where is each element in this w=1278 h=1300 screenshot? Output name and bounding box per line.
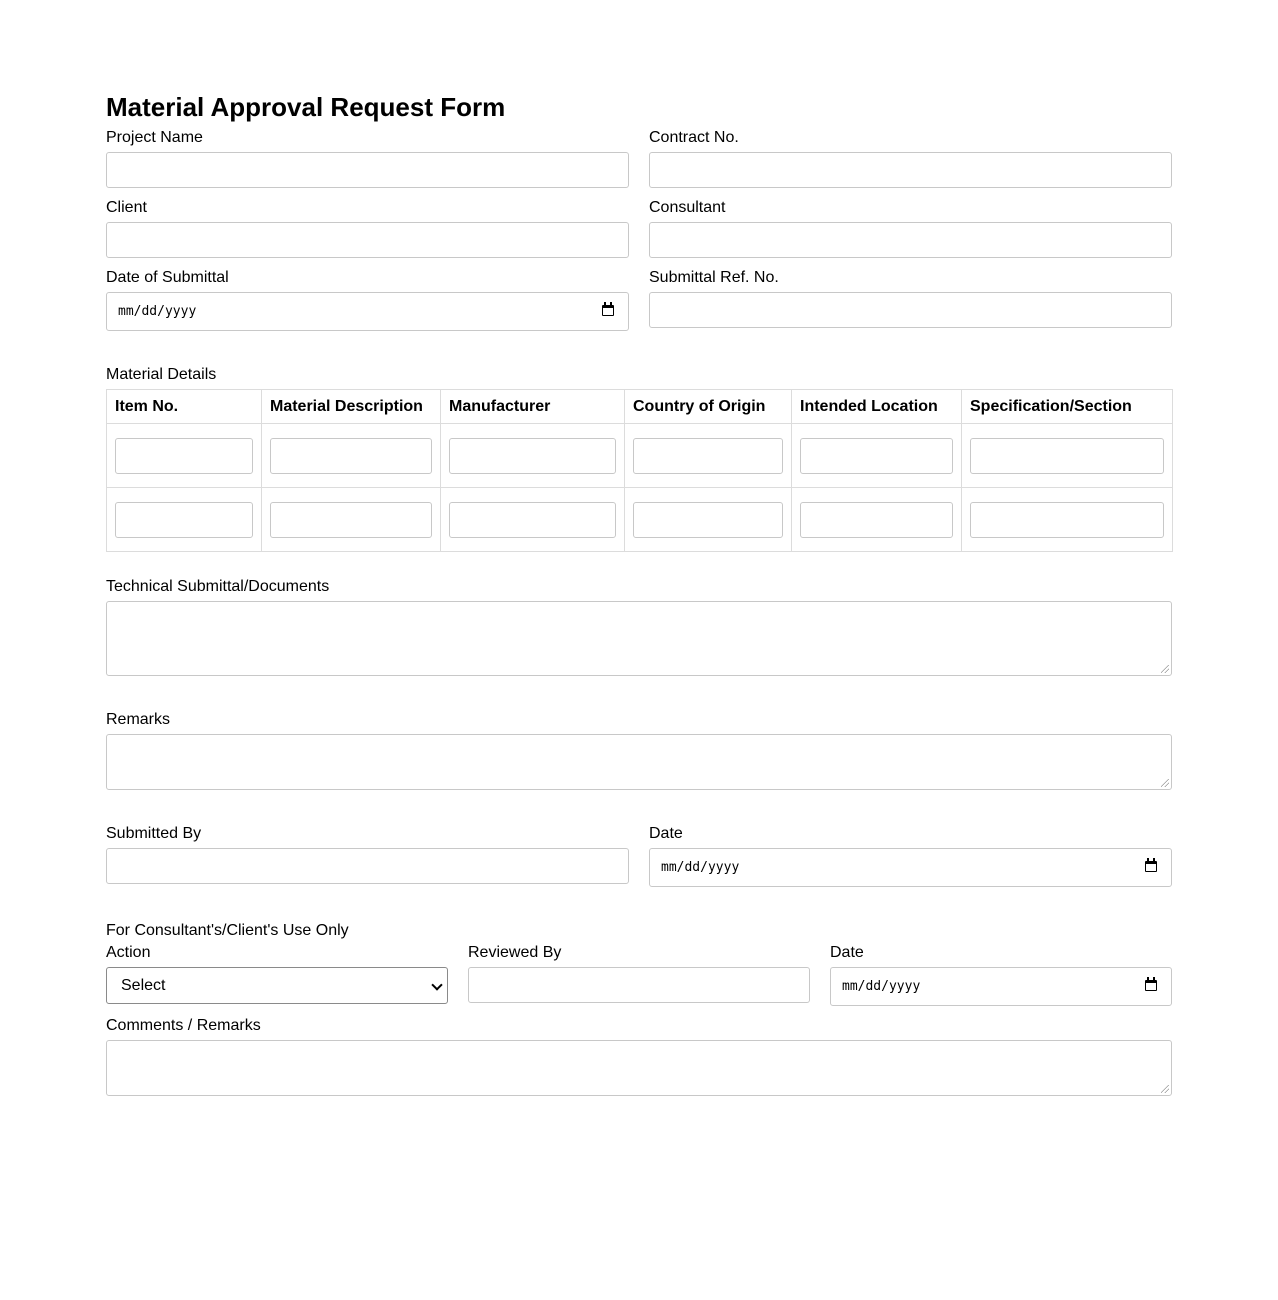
table-cell bbox=[262, 424, 441, 488]
resize-grip-icon[interactable] bbox=[1161, 665, 1169, 673]
calendar-icon[interactable] bbox=[1145, 861, 1157, 872]
country-of-origin-input[interactable] bbox=[633, 438, 783, 474]
reviewed-by-input[interactable] bbox=[468, 967, 810, 1003]
material-details-label: Material Details bbox=[106, 366, 217, 383]
submit-date-label: Date bbox=[649, 825, 683, 842]
column-header: Item No. bbox=[107, 390, 262, 424]
table-cell bbox=[262, 488, 441, 552]
table-cell bbox=[625, 488, 792, 552]
table-cell bbox=[107, 488, 262, 552]
consultant-label: Consultant bbox=[649, 199, 726, 216]
date-of-submittal-input[interactable] bbox=[106, 292, 629, 331]
table-cell bbox=[792, 424, 962, 488]
submittal-ref-label: Submittal Ref. No. bbox=[649, 269, 779, 286]
submitted-by-label: Submitted By bbox=[106, 825, 202, 842]
date-placeholder: mm/dd/yyyy bbox=[118, 304, 197, 319]
material-description-input[interactable] bbox=[270, 438, 432, 474]
intended-location-input[interactable] bbox=[800, 438, 953, 474]
page-title: Material Approval Request Form bbox=[106, 92, 506, 122]
date-placeholder: mm/dd/yyyy bbox=[842, 979, 921, 994]
client-input[interactable] bbox=[106, 222, 629, 258]
table-cell bbox=[792, 488, 962, 552]
technical-submittal-label: Technical Submittal/Documents bbox=[106, 578, 330, 595]
column-header: Country of Origin bbox=[625, 390, 792, 424]
material-description-input[interactable] bbox=[270, 502, 432, 538]
manufacturer-input[interactable] bbox=[449, 502, 616, 538]
material-details-table bbox=[106, 389, 1173, 552]
column-header: Specification/Section bbox=[962, 390, 1173, 424]
column-header: Material Description bbox=[262, 390, 441, 424]
item-no-input[interactable] bbox=[115, 438, 253, 474]
date-placeholder: mm/dd/yyyy bbox=[661, 860, 740, 875]
review-date-label: Date bbox=[830, 944, 864, 961]
resize-grip-icon[interactable] bbox=[1161, 1085, 1169, 1093]
specification-section-input[interactable] bbox=[970, 502, 1164, 538]
table-cell bbox=[962, 488, 1173, 552]
reviewed-by-label: Reviewed By bbox=[468, 944, 562, 961]
contract-no-label: Contract No. bbox=[649, 129, 739, 146]
intended-location-input[interactable] bbox=[800, 502, 953, 538]
table-cell bbox=[625, 424, 792, 488]
project-name-input[interactable] bbox=[106, 152, 629, 188]
chevron-down-icon bbox=[431, 979, 442, 990]
comments-textarea[interactable] bbox=[106, 1040, 1172, 1096]
date-of-submittal-label: Date of Submittal bbox=[106, 269, 229, 286]
contract-no-input[interactable] bbox=[649, 152, 1172, 188]
consultant-use-heading: For Consultant's/Client's Use Only bbox=[106, 922, 349, 939]
column-header: Manufacturer bbox=[441, 390, 625, 424]
table-cell bbox=[107, 424, 262, 488]
action-select[interactable] bbox=[106, 967, 448, 1004]
consultant-input[interactable] bbox=[649, 222, 1172, 258]
calendar-icon[interactable] bbox=[602, 305, 614, 316]
technical-submittal-textarea[interactable] bbox=[106, 601, 1172, 676]
item-no-input[interactable] bbox=[115, 502, 253, 538]
project-name-label: Project Name bbox=[106, 129, 203, 146]
calendar-icon[interactable] bbox=[1145, 980, 1157, 991]
remarks-textarea[interactable] bbox=[106, 734, 1172, 790]
table-cell bbox=[962, 424, 1173, 488]
comments-label: Comments / Remarks bbox=[106, 1017, 261, 1034]
submittal-ref-input[interactable] bbox=[649, 292, 1172, 328]
submitted-by-input[interactable] bbox=[106, 848, 629, 884]
submit-date-input[interactable] bbox=[649, 848, 1172, 887]
table-row bbox=[107, 488, 1173, 552]
table-cell bbox=[441, 488, 625, 552]
resize-grip-icon[interactable] bbox=[1161, 779, 1169, 787]
specification-section-input[interactable] bbox=[970, 438, 1164, 474]
review-date-input[interactable] bbox=[830, 967, 1172, 1006]
action-select-value: Select bbox=[121, 976, 166, 994]
column-header: Intended Location bbox=[792, 390, 962, 424]
table-header-row bbox=[107, 390, 1173, 424]
table-row bbox=[107, 424, 1173, 488]
country-of-origin-input[interactable] bbox=[633, 502, 783, 538]
remarks-label: Remarks bbox=[106, 711, 171, 728]
client-label: Client bbox=[106, 199, 147, 216]
manufacturer-input[interactable] bbox=[449, 438, 616, 474]
table-cell bbox=[441, 424, 625, 488]
action-label: Action bbox=[106, 944, 151, 961]
